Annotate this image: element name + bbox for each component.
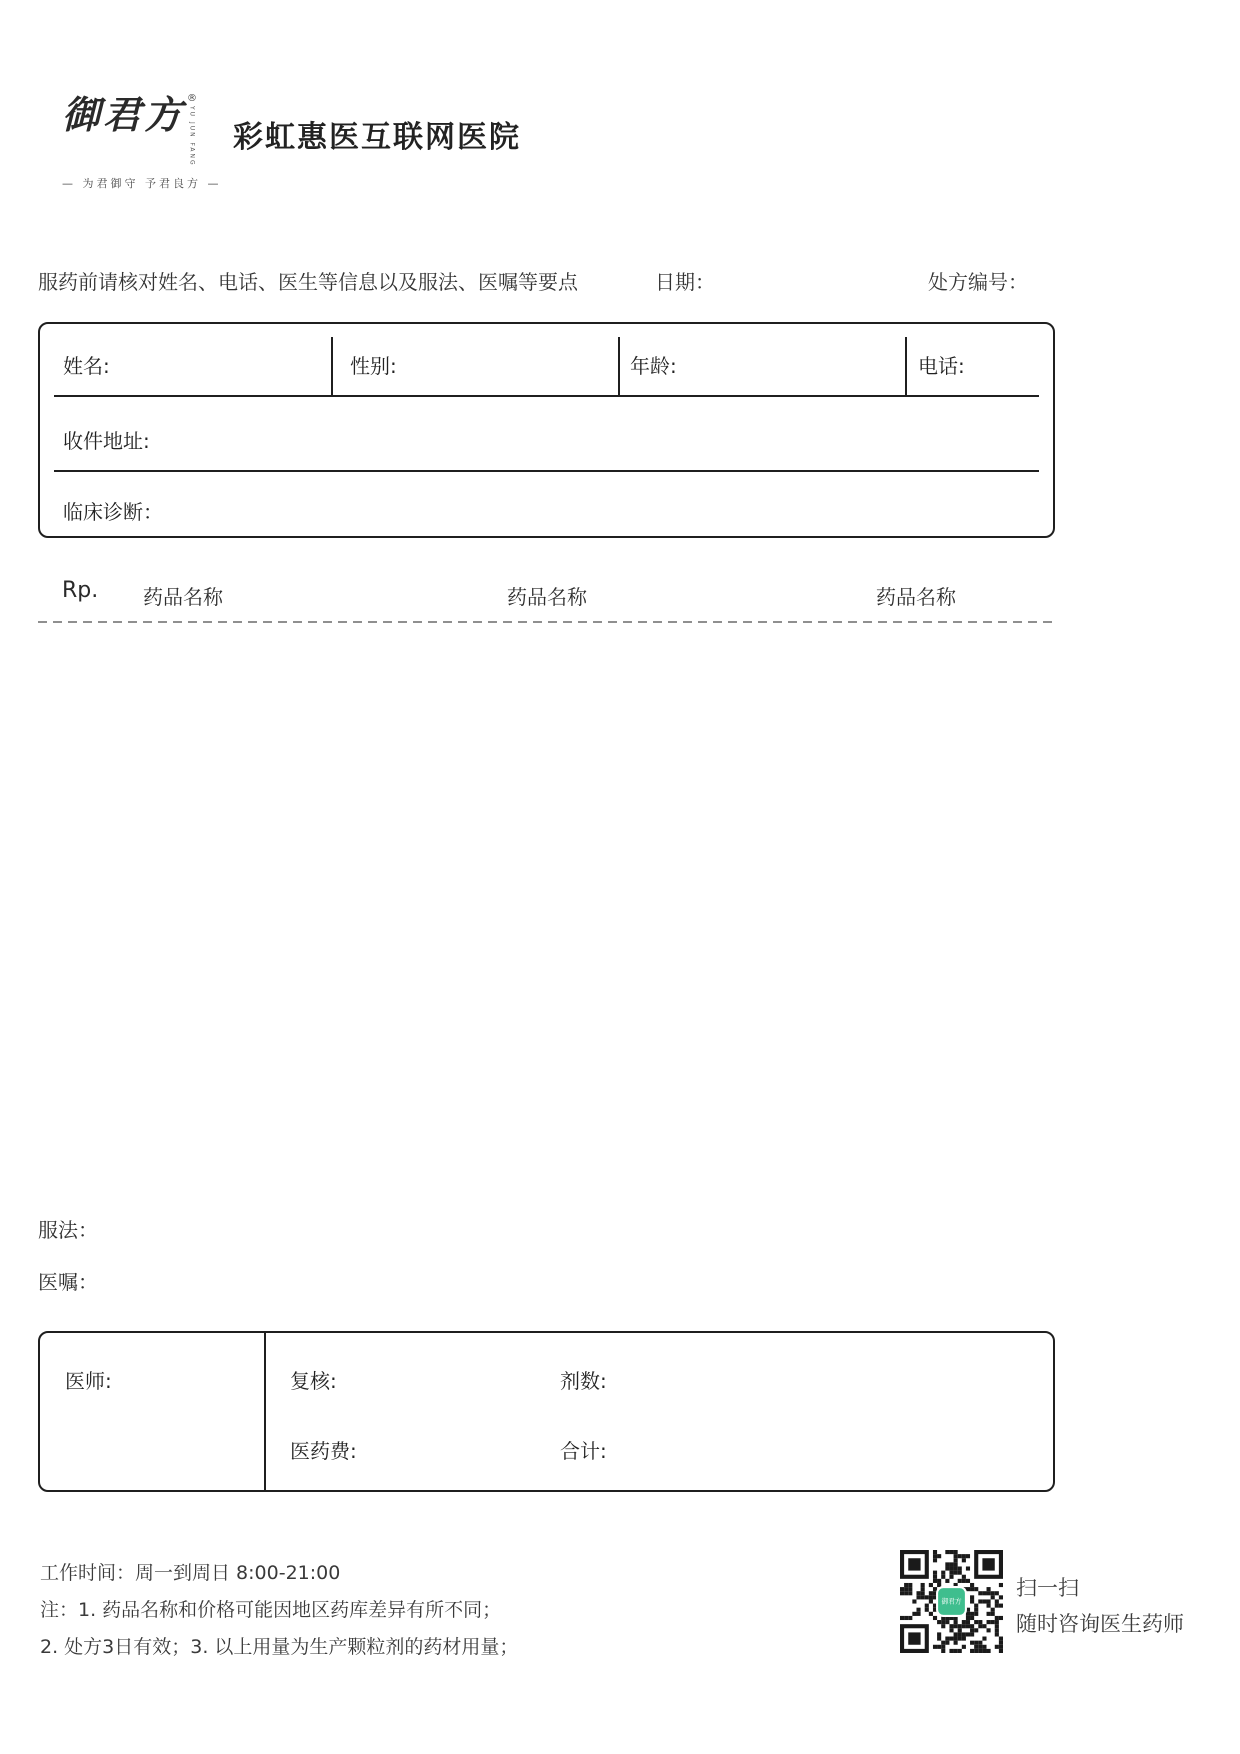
rp-label: Rp. xyxy=(62,578,99,603)
brand-logo-row xyxy=(62,94,222,167)
patient-info-box xyxy=(38,322,1055,538)
brand-pinyin: YU JUN FANG xyxy=(188,106,196,167)
drug-name-header: 药品名称 xyxy=(143,585,223,609)
brand-name: 御君方 xyxy=(62,92,186,137)
drug-name-header: 药品名称 xyxy=(507,585,587,609)
date-label: 日期： xyxy=(655,270,715,294)
signature-fee-box xyxy=(38,1331,1055,1492)
column-divider xyxy=(264,1333,266,1490)
dose-count-label: 剂数: xyxy=(560,1369,607,1393)
column-divider xyxy=(618,337,620,395)
address-label: 收件地址: xyxy=(63,429,150,453)
wechat-qr-code xyxy=(900,1550,1003,1653)
registered-trademark-icon: ® xyxy=(187,93,198,104)
column-divider xyxy=(331,337,333,395)
advice-label: 医嘱： xyxy=(38,1270,98,1294)
row-divider xyxy=(54,395,1039,397)
name-label: 姓名: xyxy=(63,354,110,378)
brand-tagline: — 为君御守 予君良方 — xyxy=(62,176,222,190)
diagnosis-label: 临床诊断： xyxy=(63,500,163,524)
hospital-name: 彩虹惠医互联网医院 xyxy=(233,120,521,155)
note-line-1: 注：1. 药品名称和价格可能因地区药库差异有所不同； xyxy=(40,1599,502,1621)
scan-subtitle: 随时咨询医生药师 xyxy=(1016,1612,1184,1636)
svg-text:御君方: 御君方 xyxy=(941,1597,962,1606)
physician-label: 医师: xyxy=(65,1369,112,1393)
note-line-2: 2. 处方3日有效；3. 以上用量为生产颗粒剂的药材用量； xyxy=(40,1636,519,1658)
brand-logo-side xyxy=(187,94,197,167)
prescription-number-label: 处方编号： xyxy=(928,270,1028,294)
medicine-fee-label: 医药费: xyxy=(290,1439,357,1463)
phone-label: 电话: xyxy=(918,354,965,378)
check-reminder-text: 服药前请核对姓名、电话、医生等信息以及服法、医嘱等要点 xyxy=(38,270,578,294)
drug-name-header: 药品名称 xyxy=(876,585,956,609)
age-label: 年龄: xyxy=(630,354,677,378)
gender-label: 性别: xyxy=(350,354,397,378)
scan-title: 扫一扫 xyxy=(1016,1576,1079,1600)
usage-label: 服法： xyxy=(38,1218,98,1242)
dashed-separator xyxy=(38,621,1055,623)
total-label: 合计: xyxy=(560,1439,607,1463)
review-label: 复核: xyxy=(290,1369,337,1393)
brand-logo xyxy=(62,94,222,191)
working-hours-text: 工作时间：周一到周日 8:00-21:00 xyxy=(40,1562,341,1584)
row-divider xyxy=(54,470,1039,472)
column-divider xyxy=(905,337,907,395)
